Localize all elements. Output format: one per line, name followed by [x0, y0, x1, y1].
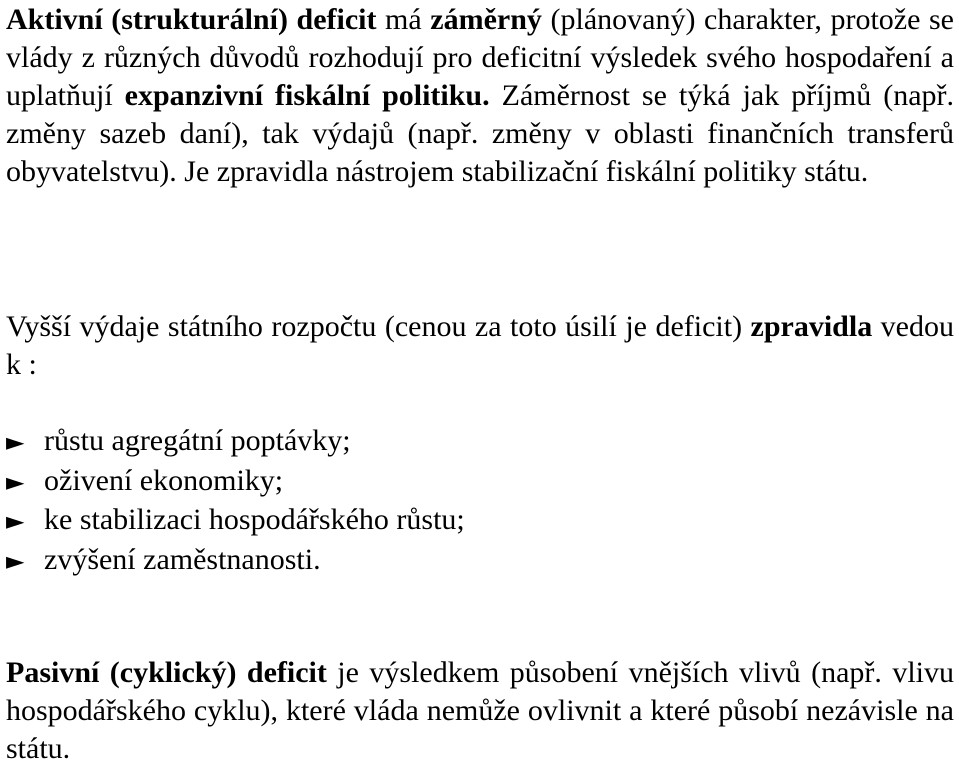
- bullet-triangle-icon: ►: [6, 428, 25, 456]
- paragraph-text: je výsledkem působení vnějších vlivů (např. vlivu hospodářského cyklu), které vláda nemůže ovlivnit a které působí nezávisle na státu.: [6, 656, 954, 765]
- paragraph-text: vedou k :: [6, 310, 954, 381]
- bullet-triangle-icon: ►: [6, 546, 25, 575]
- paragraph-text: Záměrnost se týká jak příjmů (např. změny sazeb daní), tak výdajů (např. změny v oblasti finančních transferů obyvatelstvu). Je zpravidla nástrojem stabilizační fiskální politiky státu.: [6, 79, 955, 188]
- bullet-triangle-icon: ►: [6, 507, 25, 535]
- paragraph-text: má: [376, 3, 431, 36]
- usually-term: zpravidla: [750, 310, 873, 343]
- effects-list: [6, 422, 954, 580]
- passive-deficit-term: Pasivní (cyklický) deficit: [6, 656, 327, 689]
- list-item: [6, 541, 954, 581]
- higher-spending-paragraph: [6, 308, 954, 384]
- list-item: [6, 462, 954, 502]
- passive-deficit-paragraph: [6, 654, 954, 768]
- list-item-text: ke stabilizaci hospodářského růstu;: [44, 503, 465, 536]
- active-deficit-paragraph: [6, 1, 954, 191]
- bullet-triangle-icon: ►: [6, 467, 25, 496]
- expansive-policy-term: expanzivní fiskální politiku.: [124, 79, 490, 112]
- paragraph-text: Vyšší výdaje státního rozpočtu (cenou za toto úsilí je deficit): [6, 310, 751, 343]
- list-item: [6, 422, 954, 462]
- list-item-text: růstu agregátní poptávky;: [44, 424, 351, 457]
- active-deficit-term: Aktivní (strukturální) deficit: [6, 3, 377, 36]
- list-item: [6, 501, 954, 541]
- list-item-text: zvýšení zaměstnanosti.: [44, 542, 321, 576]
- intentional-term: záměrný: [430, 3, 542, 36]
- paragraph-text: (plánovaný) charakter, protože se vlády z různých důvodů rozhodují pro deficitní výsledek svého hospodaření a uplatňují: [6, 3, 954, 112]
- list-item-text: oživení ekonomiky;: [44, 463, 284, 497]
